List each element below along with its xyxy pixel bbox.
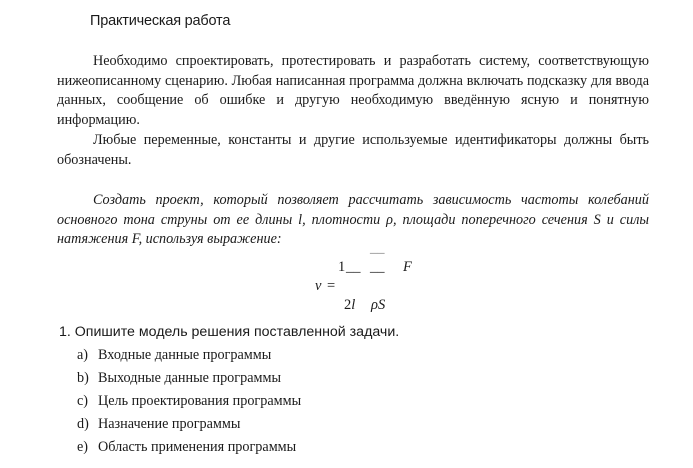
list-item-marker: b)	[77, 370, 89, 386]
paragraph-requirements-text: Необходимо спроектировать, протестировать и разработать систему, соответствующую нижеописанному сценарию. Любая написанная программа должна включать подсказку для ввода данных, сообщение об ошибке и другую необходимую введённую ясную и понятную информацию.	[57, 53, 649, 128]
formula-tension-f: F	[403, 259, 412, 275]
question-items-list	[77, 345, 301, 460]
list-item-marker: d)	[77, 416, 89, 432]
formula-numerator-one: 1	[338, 259, 346, 275]
formula-rho-s: ρS	[371, 297, 386, 313]
list-item-marker: a)	[77, 347, 89, 363]
page-title: Практическая работа	[90, 13, 231, 29]
list-item-text: Область применения программы	[98, 439, 297, 455]
formula-sqrt-bar: __	[370, 240, 385, 256]
list-item	[77, 391, 301, 414]
list-item	[77, 414, 301, 437]
formula-fraction-bar-left: __	[346, 259, 361, 275]
formula-equals: =	[327, 278, 336, 294]
list-item-marker: e)	[77, 439, 89, 455]
formula-nu: ν	[315, 278, 322, 294]
list-item-text: Входные данные программы	[98, 347, 272, 363]
list-item-text: Выходные данные программы	[98, 370, 281, 386]
task-statement-text: Создать проект, который позволяет рассчитать зависимость частоты колебаний основного тона струны от ее длины l, плотности ρ, площади поперечного сечения S и силы натяжения F, используя выражение:	[57, 192, 649, 248]
formula-denominator-2l	[344, 297, 355, 314]
list-item	[77, 368, 301, 391]
list-item-marker: c)	[77, 393, 89, 409]
paragraph-identifiers-text: Любые переменные, константы и другие используемые идентификаторы должны быть обозначены.	[57, 132, 649, 168]
list-item	[77, 437, 301, 460]
formula-fraction-bar-right: __	[370, 259, 385, 275]
list-item-text: Назначение программы	[98, 416, 241, 432]
list-item	[77, 345, 301, 368]
formula-denominator-two: 2	[344, 297, 352, 313]
list-item-text: Цель проектирования программы	[98, 393, 302, 409]
formula-denominator-l: l	[351, 297, 356, 313]
question-1: 1. Опишите модель решения поставленной задачи.	[59, 324, 400, 340]
